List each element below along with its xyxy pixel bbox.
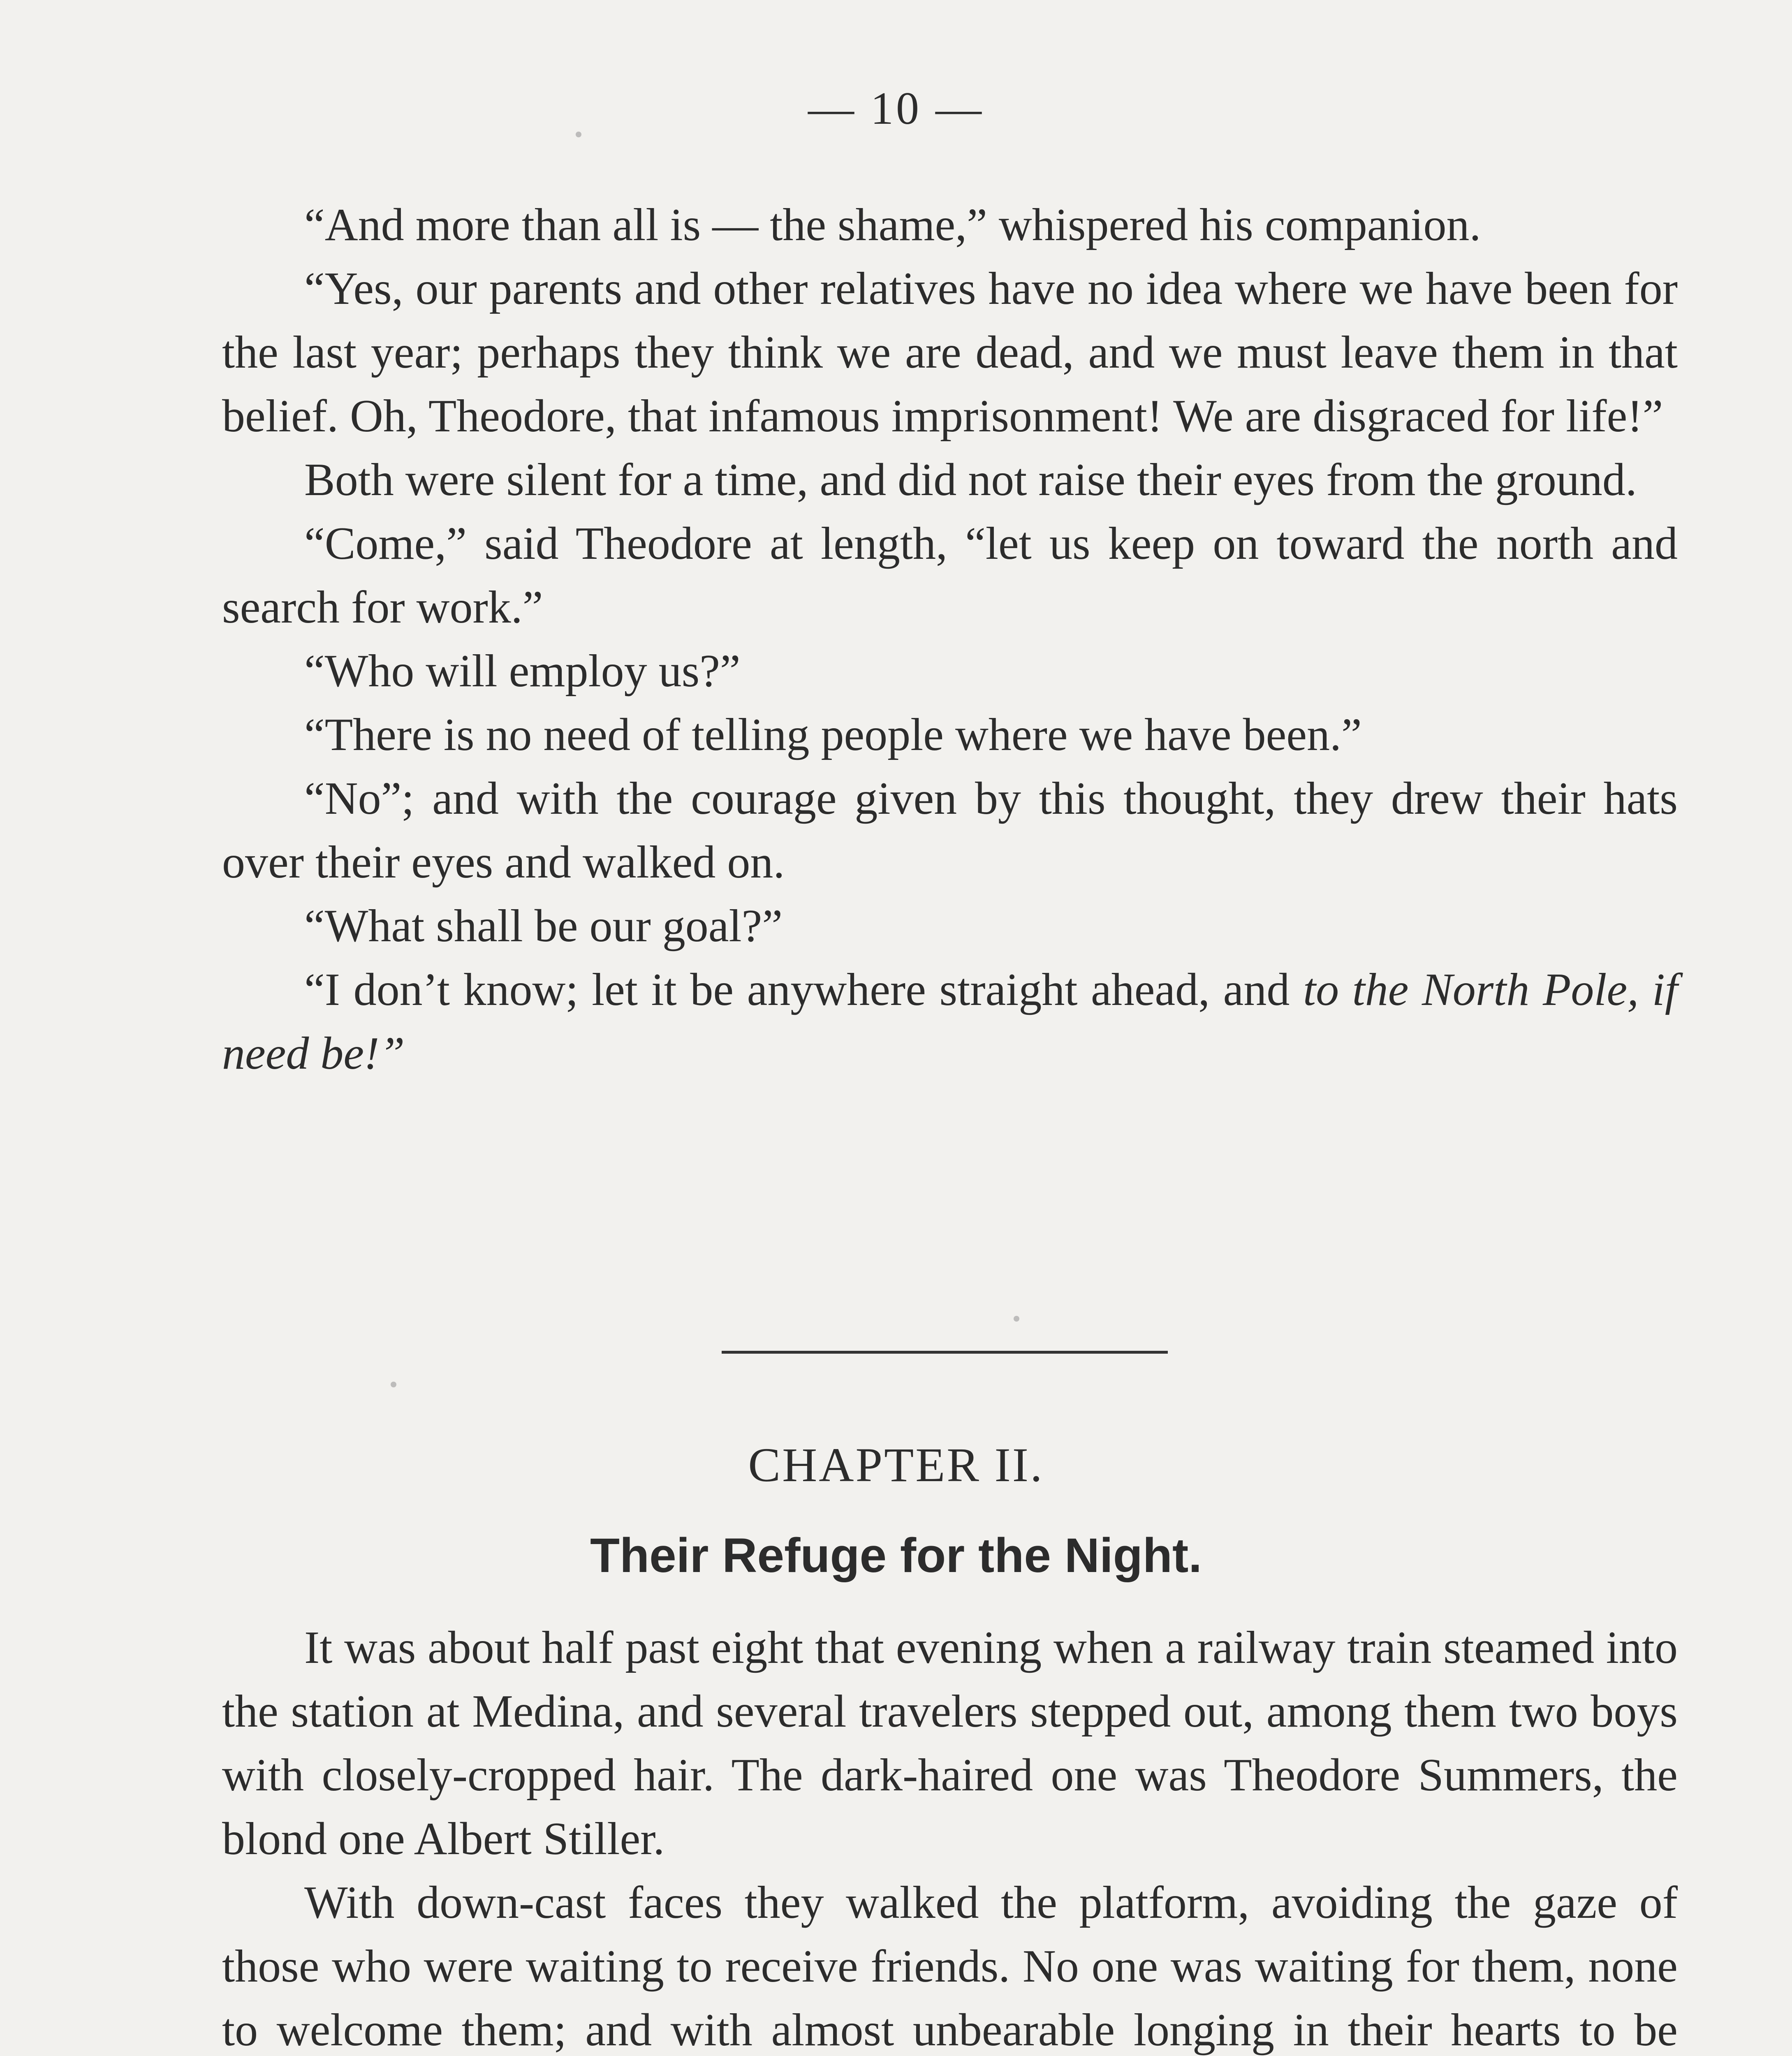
paragraph-closing [222, 958, 1678, 1086]
paragraph: “There is no need of telling people where we have been.” [304, 709, 1362, 760]
paragraph: “Yes, our parents and other relatives have no idea where we have been for the last year; perhaps they think we are dead, and we must leave them in that belief. Oh, Theodore, that infamous imprisonment! We are disgraced for life!” [222, 263, 1678, 442]
paper-speck [391, 1382, 396, 1387]
chapter-number: CHAPTER II. [748, 1438, 1044, 1492]
paragraph: “What shall be our goal?” [304, 901, 783, 952]
paragraph: “Come,” said Theodore at length, “let us keep on toward the north and search for work.” [222, 518, 1678, 633]
paper-speck [576, 132, 581, 137]
paper-speck [1014, 1316, 1019, 1322]
chapter-title: Their Refuge for the Night. [590, 1528, 1202, 1583]
paragraph: “And more than all is — the shame,” whispered his companion. [304, 199, 1481, 250]
paragraph: Both were silent for a time, and did not raise their eyes from the ground. [304, 454, 1637, 505]
paragraph: It was about half past eight that evening when a railway train steamed into the station at Medina, and several travelers stepped out, among them two boys with closely-cropped hair. The dark-haired one was Theodore Summers, the blond one Albert Stiller. [222, 1622, 1678, 1864]
paragraph-italic-text: to the North Pole, if need be!” [222, 964, 1678, 1079]
section-divider [722, 1351, 1168, 1354]
paragraph: With down-cast faces they walked the platform, avoiding the gaze of those who were waiting to receive friends. No one was waiting for them, none to welcome them; and with almost unbearable longing in their hearts to be [222, 1877, 1678, 2056]
page-number: — 10 — [808, 83, 984, 134]
text-block-chapter [222, 1616, 1678, 2056]
paragraph: “Who will employ us?” [304, 646, 741, 697]
paragraph: “No”; and with the courage given by this thought, they drew their hats over their eyes and walked on. [222, 773, 1678, 888]
text-block-top [222, 193, 1678, 1086]
paragraph-text: “I don’t know; let it be anywhere straight ahead, and [304, 964, 1303, 1015]
